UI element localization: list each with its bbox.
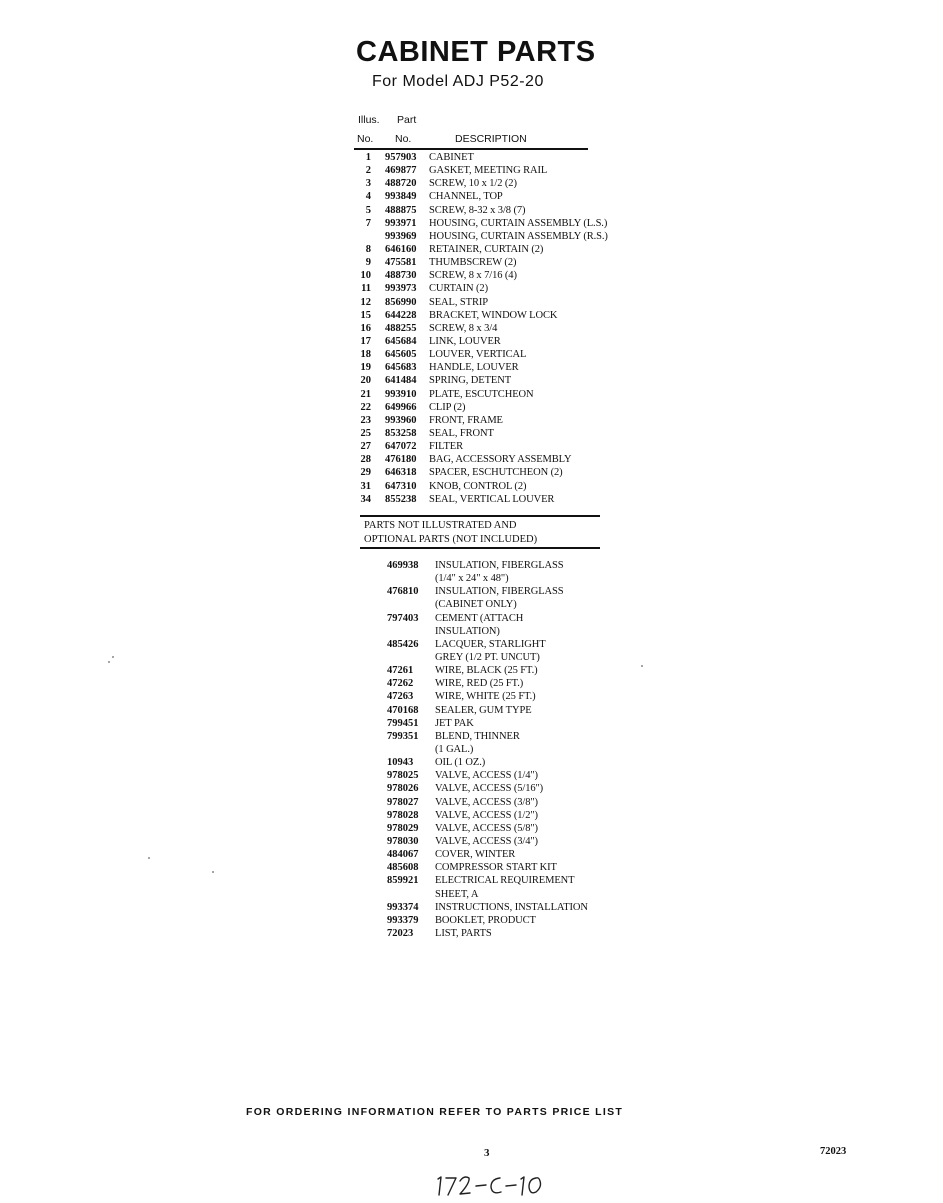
part-number: 856990 (385, 296, 417, 308)
part-number: 646160 (385, 243, 417, 255)
ordering-note: FOR ORDERING INFORMATION REFER TO PARTS PRICE LIST (246, 1106, 624, 1118)
part-description: WIRE, BLACK (25 FT.) (435, 665, 538, 677)
part-number: 993960 (385, 414, 417, 426)
part-description: SPACER, ESCHUTCHEON (2) (429, 467, 563, 479)
part-number: 993973 (385, 283, 417, 295)
part-description: FRONT, FRAME (429, 414, 503, 426)
illus-number: 1 (365, 152, 371, 163)
part-number: 957903 (385, 152, 417, 163)
part-description: (CABINET ONLY) (435, 599, 517, 611)
part-description: SCREW, 8 x 3/4 (429, 322, 498, 334)
part-description: LINK, LOUVER (429, 335, 501, 347)
part-number: 485608 (387, 862, 419, 874)
part-description: LOUVER, VERTICAL (429, 349, 527, 361)
scan-speck (212, 871, 214, 873)
part-number: 476180 (385, 454, 417, 466)
part-description: VALVE, ACCESS (5/8") (435, 822, 538, 834)
scan-speck (148, 857, 150, 859)
part-number: 993379 (387, 914, 419, 926)
part-number: 853258 (385, 427, 417, 439)
part-number: 647072 (385, 441, 417, 453)
illus-number: 11 (361, 283, 371, 295)
illus-number: 17 (360, 335, 371, 347)
part-description: INSULATION, FIBERGLASS (435, 560, 564, 571)
column-header-description: DESCRIPTION (455, 133, 527, 145)
part-number: 993910 (385, 388, 417, 400)
optional-header-line1: PARTS NOT ILLUSTRATED AND (364, 520, 517, 531)
part-description: CEMENT (ATTACH (435, 612, 524, 624)
handwritten-note (436, 1170, 546, 1203)
part-description: OIL (1 OZ.) (435, 757, 486, 769)
part-number: 488720 (385, 178, 417, 190)
part-number: 641484 (385, 375, 417, 387)
part-description: GREY (1/2 PT. UNCUT) (435, 651, 540, 663)
part-number: 645684 (385, 335, 417, 347)
part-number: 645683 (385, 362, 417, 374)
part-description: RETAINER, CURTAIN (2) (429, 243, 544, 255)
part-description: LIST, PARTS (435, 927, 492, 939)
part-description: INSTRUCTIONS, INSTALLATION (435, 901, 588, 913)
illus-number: 19 (360, 362, 371, 374)
page-title: CABINET PARTS (356, 36, 596, 68)
part-number: 978025 (387, 770, 419, 782)
part-number: 469877 (385, 165, 417, 177)
optional-rule-top (360, 515, 600, 517)
part-description: SCREW, 8-32 x 3/8 (7) (429, 204, 526, 216)
part-number: 475581 (385, 257, 417, 269)
column-header-part-top: Part (397, 114, 417, 126)
illus-number: 34 (360, 493, 371, 505)
part-description: SEAL, STRIP (429, 296, 488, 308)
part-description: GASKET, MEETING RAIL (429, 165, 548, 177)
illus-number: 28 (360, 454, 371, 466)
illus-number: 9 (365, 257, 371, 269)
part-description: VALVE, ACCESS (3/8") (435, 796, 538, 808)
illus-number: 12 (360, 296, 371, 308)
part-number: 647310 (385, 480, 417, 492)
part-description: HANDLE, LOUVER (429, 362, 519, 374)
illus-number: 21 (360, 388, 371, 400)
part-number: 855238 (385, 493, 417, 505)
part-number: 488730 (385, 270, 417, 282)
illus-number: 18 (360, 349, 371, 361)
part-description: FILTER (429, 441, 464, 453)
part-number: 476810 (387, 586, 419, 598)
illus-number: 4 (365, 191, 371, 203)
illus-number: 20 (360, 375, 371, 387)
part-description: WIRE, WHITE (25 FT.) (435, 691, 536, 703)
column-header-illus-bottom: No. (357, 133, 374, 145)
illus-number: 25 (360, 427, 371, 439)
part-description: HOUSING, CURTAIN ASSEMBLY (L.S.) (429, 217, 608, 229)
part-description: CHANNEL, TOP (429, 191, 503, 203)
part-description: VALVE, ACCESS (1/2") (435, 809, 538, 821)
part-number: 485426 (387, 638, 419, 650)
scan-speck (112, 656, 114, 658)
part-description: VALVE, ACCESS (5/16") (435, 783, 544, 795)
part-number: 993969 (385, 230, 417, 242)
part-description: SEAL, VERTICAL LOUVER (429, 493, 555, 505)
part-number: 646318 (385, 467, 417, 479)
document-number: 72023 (820, 1146, 847, 1157)
column-header-illus-top: Illus. (358, 114, 380, 126)
part-description: VALVE, ACCESS (1/4") (435, 770, 538, 782)
part-description: (1 GAL.) (435, 743, 474, 755)
part-description: COVER, WINTER (435, 849, 516, 861)
part-description: SCREW, 8 x 7/16 (4) (429, 270, 517, 282)
part-number: 488255 (385, 322, 417, 334)
part-description: SCREW, 10 x 1/2 (2) (429, 178, 517, 190)
part-number: 72023 (387, 927, 414, 939)
optional-header-line2: OPTIONAL PARTS (NOT INCLUDED) (364, 534, 538, 545)
part-description: INSULATION, FIBERGLASS (435, 586, 564, 598)
illus-number: 2 (365, 165, 371, 177)
part-description: SEAL, FRONT (429, 427, 494, 439)
optional-rule-bottom (360, 547, 600, 549)
part-number: 10943 (387, 757, 414, 769)
illus-number: 8 (365, 243, 371, 255)
part-description: HOUSING, CURTAIN ASSEMBLY (R.S.) (429, 230, 608, 242)
illus-number: 3 (365, 178, 371, 190)
part-description: INSULATION) (435, 625, 500, 637)
part-number: 993849 (385, 191, 417, 203)
part-number: 470168 (387, 704, 419, 716)
handwritten-note-drawing (436, 1170, 546, 1198)
illus-number: 5 (365, 204, 371, 216)
part-number: 47263 (387, 691, 414, 703)
illus-number: 29 (360, 467, 371, 479)
part-description: COMPRESSOR START KIT (435, 862, 557, 874)
scan-speck (641, 665, 643, 667)
scan-speck (108, 661, 110, 663)
part-description: PLATE, ESCUTCHEON (429, 388, 534, 400)
part-number: 649966 (385, 401, 417, 413)
illus-number: 16 (360, 322, 371, 334)
illus-number: 7 (365, 217, 371, 229)
part-description: SPRING, DETENT (429, 375, 512, 387)
part-number: 47262 (387, 678, 414, 690)
part-number: 993971 (385, 217, 417, 229)
illus-number: 15 (360, 309, 371, 321)
illus-number: 23 (360, 414, 371, 426)
part-number: 799351 (387, 730, 419, 742)
illus-number: 22 (360, 401, 371, 413)
part-description: CABINET (429, 152, 474, 163)
part-number: 644228 (385, 309, 417, 321)
part-description: BOOKLET, PRODUCT (435, 914, 536, 926)
part-number: 799451 (387, 717, 419, 729)
part-description: BAG, ACCESSORY ASSEMBLY (429, 454, 572, 466)
part-description: (1/4" x 24" x 48") (435, 573, 509, 585)
part-number: 488875 (385, 204, 417, 216)
part-number: 797403 (387, 612, 419, 624)
part-description: BRACKET, WINDOW LOCK (429, 309, 558, 321)
part-number: 978028 (387, 809, 419, 821)
part-number: 978027 (387, 796, 419, 808)
part-number: 645605 (385, 349, 417, 361)
part-number: 978030 (387, 835, 419, 847)
page-number: 3 (484, 1147, 490, 1159)
part-description: SHEET, A (435, 888, 479, 900)
part-number: 993374 (387, 901, 419, 913)
part-description: ELECTRICAL REQUIREMENT (435, 875, 575, 887)
part-description: JET PAK (435, 717, 474, 729)
part-description: KNOB, CONTROL (2) (429, 480, 527, 492)
part-number: 978029 (387, 822, 419, 834)
part-description: VALVE, ACCESS (3/4") (435, 835, 538, 847)
part-description: BLEND, THINNER (435, 730, 520, 742)
part-description: LACQUER, STARLIGHT (435, 638, 546, 650)
header-rule (354, 148, 588, 150)
part-description: THUMBSCREW (2) (429, 257, 517, 269)
part-description: CURTAIN (2) (429, 283, 488, 295)
illus-number: 10 (360, 270, 371, 282)
page-subtitle: For Model ADJ P52-20 (372, 73, 544, 90)
part-number: 469938 (387, 560, 419, 571)
part-number: 859921 (387, 875, 419, 887)
column-header-part-bottom: No. (395, 133, 412, 145)
part-description: SEALER, GUM TYPE (435, 704, 532, 716)
part-description: WIRE, RED (25 FT.) (435, 678, 524, 690)
illus-number: 31 (360, 480, 371, 492)
part-number: 47261 (387, 665, 414, 677)
illus-number: 27 (360, 441, 371, 453)
part-number: 484067 (387, 849, 419, 861)
part-description: CLIP (2) (429, 401, 466, 413)
part-number: 978026 (387, 783, 419, 795)
